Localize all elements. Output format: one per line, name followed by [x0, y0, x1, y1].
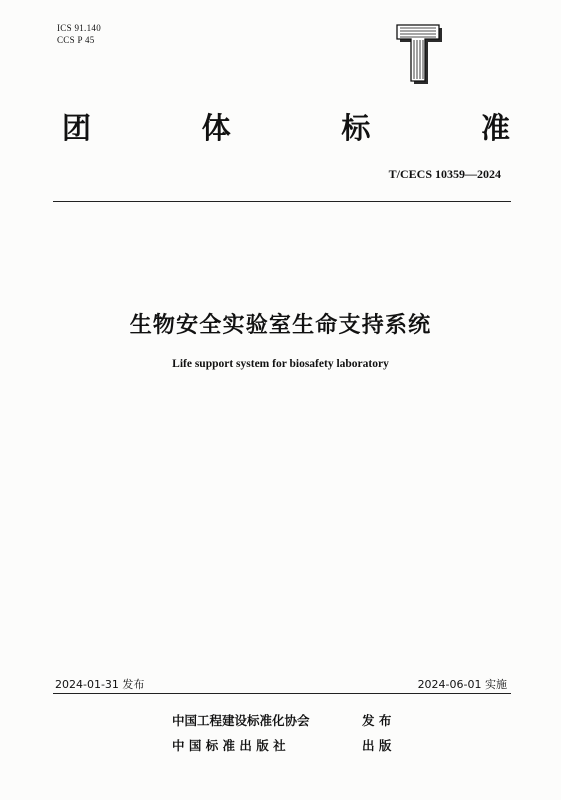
standard-type-heading [62, 108, 510, 148]
standard-type-char: 准 [480, 111, 510, 145]
issuer-action: 发 布 [362, 713, 392, 728]
document-title-chinese: 生物安全实验室生命支持系统 [129, 313, 432, 338]
standard-type-char: 标 [341, 111, 371, 145]
ccs-code: CCS P 45 [57, 35, 95, 45]
bottom-divider [53, 693, 511, 694]
issue-date: 2024-01-31 发布 [55, 678, 145, 691]
standard-number: T/CECS 10359—2024 [388, 167, 501, 181]
implementation-date: 2024-06-01 实施 [417, 678, 507, 691]
issuer-name: 中国工程建设标准化协会 [172, 713, 310, 728]
publisher-name: 中 国 标 准 出 版 社 [172, 738, 286, 753]
standard-type-char: 团 [62, 111, 92, 145]
top-divider [53, 201, 511, 202]
classification-codes [57, 22, 101, 46]
publisher-action: 出 版 [362, 738, 392, 753]
group-standard-t-logo-icon [396, 24, 444, 86]
ics-code: ICS 91.140 [57, 23, 102, 33]
document-title-english: Life support system for biosafety laboratory [172, 358, 389, 370]
standard-type-char: 体 [201, 111, 231, 145]
